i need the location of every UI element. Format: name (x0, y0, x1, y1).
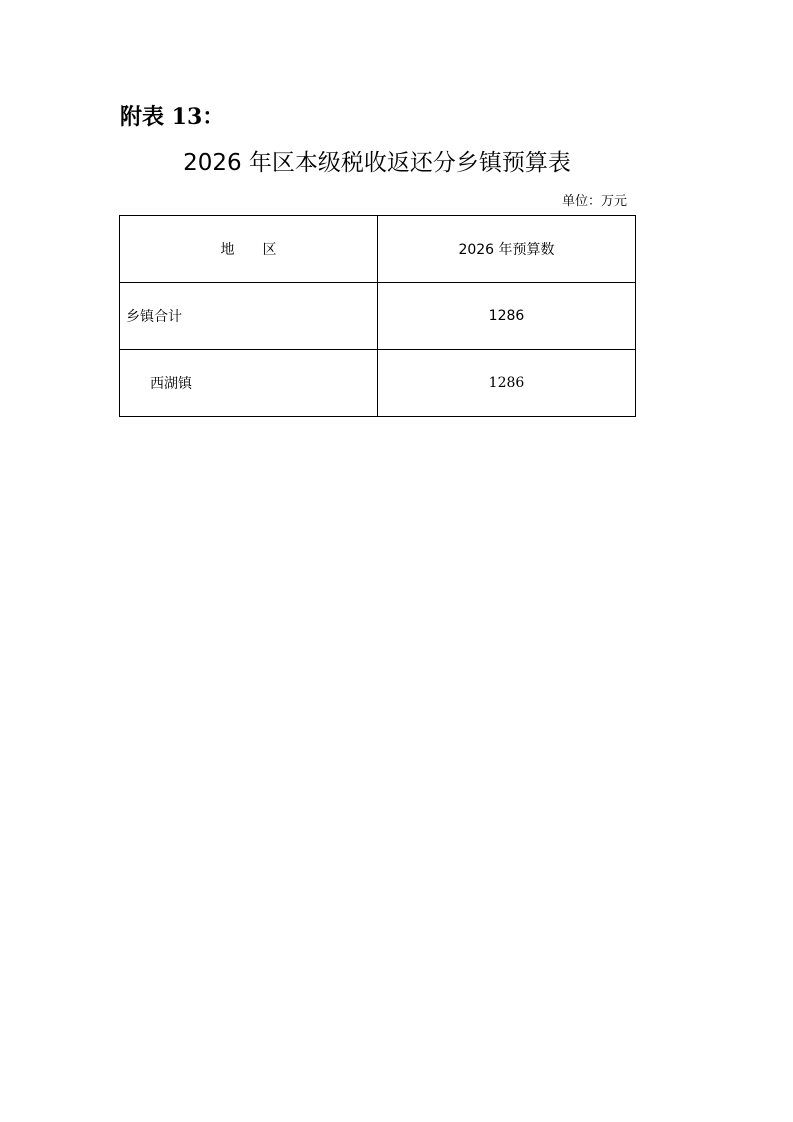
header-region: 地 区 (120, 216, 378, 283)
table-row (120, 350, 636, 417)
attachment-label: 附表 13： (120, 104, 225, 130)
town-label: 西湖镇 (120, 350, 378, 417)
summary-value: 1286 (378, 283, 636, 350)
town-value: 1286 (378, 350, 636, 417)
budget-table (119, 215, 636, 417)
summary-label: 乡镇合计 (120, 283, 378, 350)
unit-label: 单位：万元 (561, 194, 627, 209)
table-header-row (120, 216, 636, 283)
header-amount: 2026 年预算数 (378, 216, 636, 283)
summary-row (120, 283, 636, 350)
page-title: 2026 年区本级税收返还分乡镇预算表 (183, 150, 571, 176)
